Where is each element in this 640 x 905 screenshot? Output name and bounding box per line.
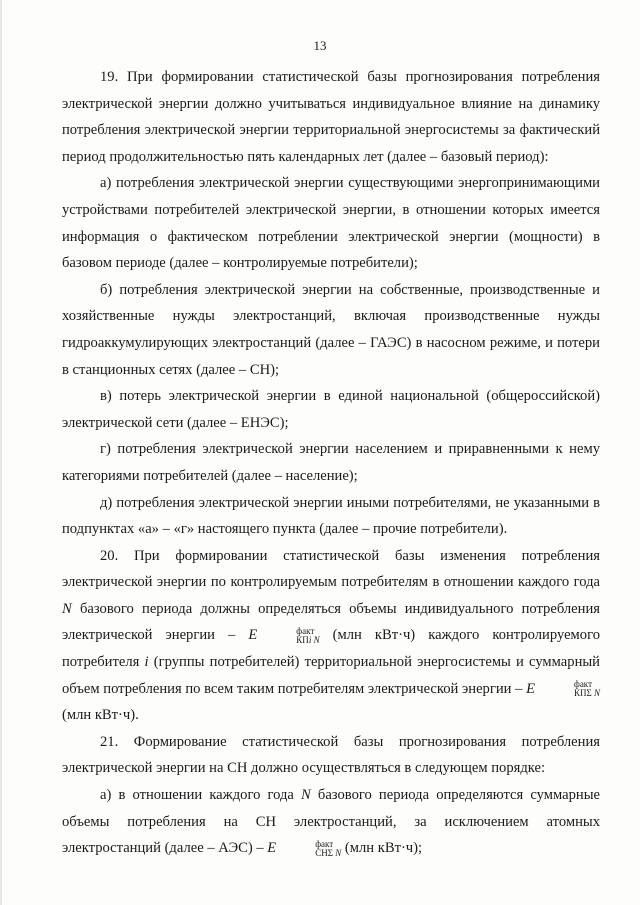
formula-sub: СН bbox=[315, 847, 328, 858]
scan-edge bbox=[0, 0, 2, 905]
formula-sub: КП bbox=[296, 635, 309, 646]
p21a-text-2: базового периода определяются суммарные объемы потребления на СН электростанций, за исключением атомных электростанций (далее – АЭС) – bbox=[62, 787, 600, 857]
var-n: N bbox=[301, 787, 311, 804]
p20-text-4: (группы потребителей) территориальной энергосистемы и суммарный объем потребления по всем таким потребителям электрической энергии – bbox=[62, 654, 600, 697]
paragraph-19: 19. При формировании статистической базы прогнозирования потребления электрической энергии должно учитываться индивидуальное влияние на динамику потребления электрической энергии территориальной энергосистемы за фактический период продолжительностью пять календарных лет (далее – базовый период): bbox=[62, 69, 600, 165]
paragraph-19b: б) потребления электрической энергии на собственные, производственные и хозяйственные нужды электростанций, включая производственные нужды гидроаккумулирующих электростанций (далее – ГАЭС) в насосном режиме, и потери в станционных сетях (далее – СН); bbox=[62, 281, 600, 378]
formula-sup: факт bbox=[296, 626, 315, 637]
p20-text-1: 20. При формировании статистической базы изменения потребления электрической энергии по контролируемым потребителям в отношении каждого года bbox=[62, 547, 600, 591]
formula-sub-index: i bbox=[308, 635, 312, 646]
formula-base: E bbox=[526, 680, 535, 697]
formula-sub-index: Σ bbox=[327, 847, 333, 858]
formula-base: E bbox=[248, 627, 258, 644]
var-i: i bbox=[144, 654, 149, 671]
formula-sup: факт bbox=[315, 838, 334, 849]
page-number: 13 bbox=[313, 38, 327, 53]
paragraph-21: 21. Формирование статистической базы прогнозирования потребления электрической энергии на СН должно осуществляться в следующем порядке: bbox=[62, 733, 600, 777]
paragraph-20 bbox=[62, 543, 600, 729]
paragraph-19g: г) потребления электрической энергии населением и приравненными к нему категориями потребителей (далее – население); bbox=[62, 441, 600, 484]
paragraph-19v: в) потерь электрической энергии в единой национальной (общероссийской) электрической сети (далее – ЕНЭС); bbox=[62, 388, 600, 431]
paragraph-21a bbox=[62, 782, 600, 862]
paragraph-19a: а) потребления электрической энергии существующими энергопринимающими устройствами потребителей электрической энергии, в отношении которых имеется информация о фактическом потреблении электрической энергии (мощности) в базовом периоде (далее – контролируемые потребители); bbox=[62, 175, 600, 272]
p20-text-3: (млн кВт·ч) каждого контролируемого потребителя bbox=[62, 627, 600, 671]
formula-sub-n: N bbox=[313, 635, 320, 646]
formula-sub-index: Σ bbox=[586, 688, 592, 699]
p20-text-5: (млн кВт·ч). bbox=[62, 707, 139, 724]
p21a-text-3: (млн кВт·ч); bbox=[344, 840, 423, 857]
paragraph-19d: д) потребления электрической энергии иными потребителями, не указанными в подпунктах «а» – «г» настоящего пункта (далее – прочие потребители). bbox=[62, 494, 600, 538]
formula-sub-n: N bbox=[335, 847, 342, 858]
formula-sup: факт bbox=[573, 679, 592, 690]
p21a-text-1: а) в отношении каждого года bbox=[100, 787, 294, 804]
var-n: N bbox=[62, 600, 72, 617]
formula-sub-n: N bbox=[594, 688, 601, 699]
formula-e-kp-i bbox=[248, 626, 320, 646]
p20-text-2: базового периода должны определяться объемы индивидуального потребления электрической энергии – bbox=[62, 600, 600, 644]
formula-base: E bbox=[267, 840, 277, 857]
formula-sub: КП bbox=[573, 688, 587, 699]
formula-e-sn-sum bbox=[267, 840, 341, 856]
document-body bbox=[62, 64, 600, 862]
formula-e-kp-sum bbox=[526, 681, 600, 697]
